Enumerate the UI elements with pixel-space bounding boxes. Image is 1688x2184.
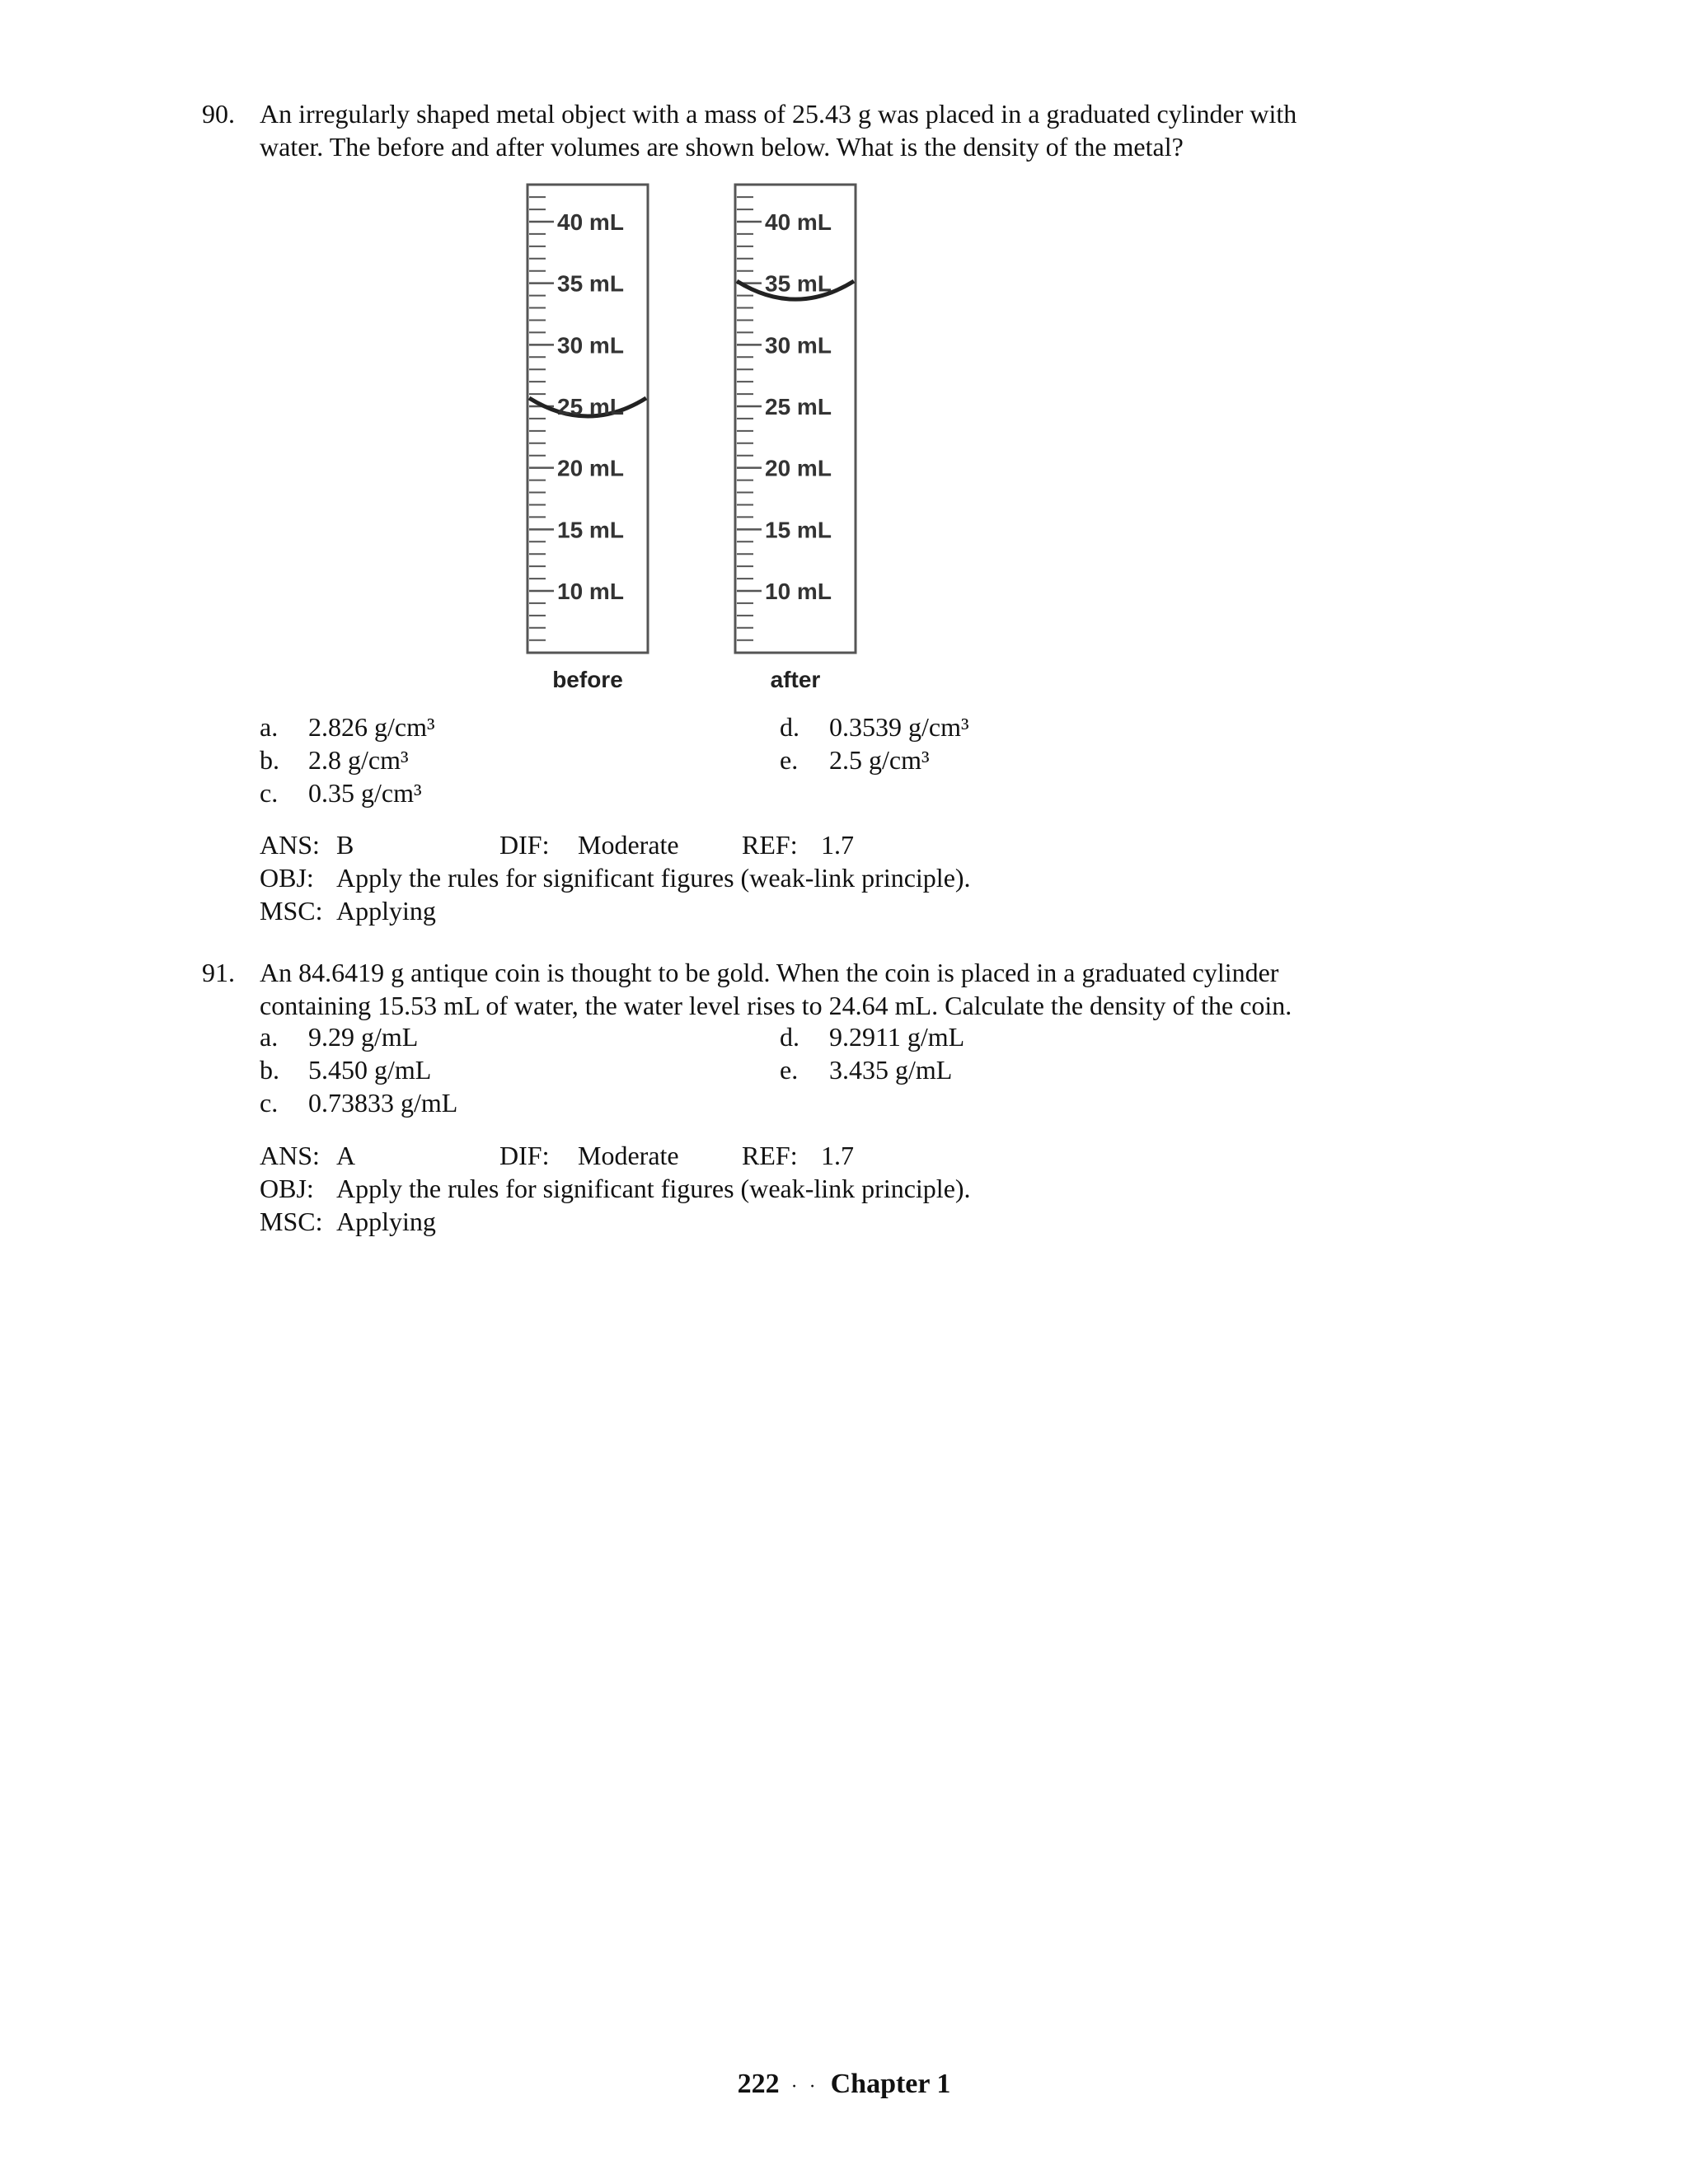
obj-value: Apply the rules for significant figures (weak-link principle). [336,1174,971,1203]
tick-label: 15 mL [557,517,624,543]
question-text-line: water. The before and after volumes are shown below. What is the density of the metal? [260,132,1184,162]
option-letter: b. [260,745,279,775]
option-letter: d. [780,1022,799,1052]
option-letter: d. [780,712,799,742]
page-number: 222 [737,2069,780,2099]
option-letter: c. [260,778,279,808]
dif-label: DIF: [499,830,550,860]
ans-value: B [336,830,354,860]
ans-value: A [336,1141,356,1170]
option-value: 2.826 g/cm³ [308,712,435,742]
obj-label: OBJ: [260,863,314,893]
option-value: 2.8 g/cm³ [308,745,409,775]
option-value: 9.29 g/mL [308,1022,419,1052]
ref-value: 1.7 [821,830,854,860]
option-letter: c. [260,1088,279,1118]
msc-value: Applying [336,896,436,926]
option-value: 0.73833 g/mL [308,1088,458,1118]
tick-label: 20 mL [765,455,832,481]
option-value: 0.35 g/cm³ [308,778,422,808]
tick-label: 20 mL [557,455,624,481]
option-value: 5.450 g/mL [308,1055,432,1085]
ref-label: REF: [742,830,798,860]
tick-label: 10 mL [557,579,624,604]
tick-label: 30 mL [765,332,832,359]
page-footer [0,2069,1688,2100]
option-value: 9.2911 g/mL [829,1022,965,1052]
ref-label: REF: [742,1141,798,1170]
ans-label: ANS: [260,830,320,860]
ans-label: ANS: [260,1141,320,1170]
before-label: before [552,667,623,692]
before-cylinder [528,185,648,653]
option-value: 2.5 g/cm³ [829,745,930,775]
ref-value: 1.7 [821,1141,854,1170]
dif-label: DIF: [499,1141,550,1170]
obj-label: OBJ: [260,1174,314,1203]
tick-label: 35 mL [765,270,832,297]
obj-value: Apply the rules for significant figures (weak-link principle). [336,863,971,893]
tick-label: 40 mL [557,209,624,235]
footer-separator: · · [790,2076,819,2097]
option-value: 3.435 g/mL [829,1055,953,1085]
question-number: 91. [202,958,235,987]
option-value: 0.3539 g/cm³ [829,712,969,742]
msc-label: MSC: [260,1207,323,1236]
chapter-label: Chapter 1 [830,2069,951,2099]
question-text-line: containing 15.53 mL of water, the water level rises to 24.64 mL. Calculate the density of the coin. [260,991,1292,1020]
tick-label: 30 mL [557,332,624,359]
question-text-line: An irregularly shaped metal object with a mass of 25.43 g was placed in a graduated cylinder with [260,99,1297,129]
msc-label: MSC: [260,896,323,926]
graduated-cylinder-figure [511,175,923,706]
tick-label: 25 mL [557,394,624,419]
tick-label: 25 mL [765,394,832,419]
msc-value: Applying [336,1207,436,1236]
tick-label: 40 mL [765,209,832,235]
option-letter: b. [260,1055,279,1085]
option-letter: a. [260,712,279,742]
cylinders-svg [511,175,923,702]
option-letter: e. [780,745,799,775]
tick-label: 15 mL [765,517,832,543]
question-text-line: An 84.6419 g antique coin is thought to be gold. When the coin is placed in a graduated cylinder [260,958,1279,987]
option-letter: e. [780,1055,799,1085]
tick-label: 10 mL [765,579,832,604]
dif-value: Moderate [578,1141,679,1170]
option-letter: a. [260,1022,279,1052]
after-cylinder [735,185,856,653]
question-number: 90. [202,99,235,129]
dif-value: Moderate [578,830,679,860]
tick-label: 35 mL [557,270,624,297]
after-label: after [770,667,821,692]
